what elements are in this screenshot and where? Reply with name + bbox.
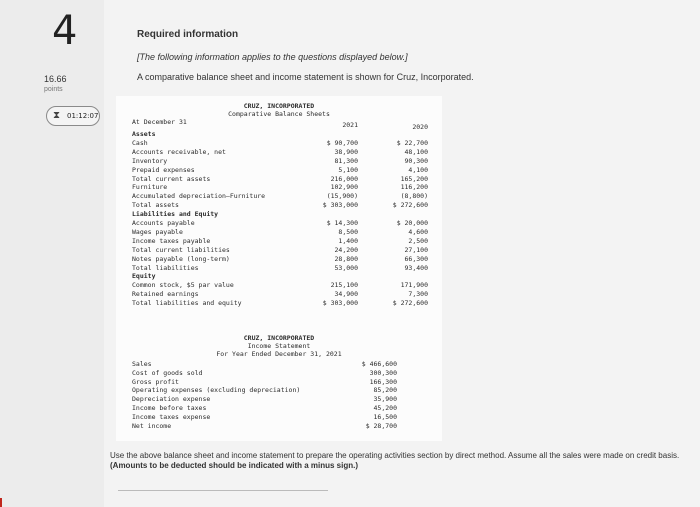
bs-row-label: Total current liabilities (132, 245, 230, 254)
bs-row-2020: 90,300 (404, 156, 428, 165)
bs-row-2020: 116,200 (400, 183, 428, 192)
bs-row-label: Total assets (132, 201, 179, 210)
bs-row-2021: 53,000 (334, 263, 358, 272)
bs-row-2021: 216,000 (330, 174, 358, 183)
bs-year2: 2020 (412, 123, 428, 131)
bs-row-label: Accumulated depreciation—Furniture (132, 192, 266, 201)
is-title: Income Statement (247, 342, 311, 350)
required-info-title: Required information (137, 29, 239, 40)
bs-row (116, 290, 442, 298)
bs-row-2021: 215,100 (330, 281, 358, 290)
bs-row-label: Prepaid expenses (132, 165, 195, 174)
bs-row-label: Cash (132, 138, 148, 147)
bs-row-2021: 8,500 (338, 227, 358, 236)
bs-row-2021: 5,100 (338, 165, 358, 174)
is-row-label: Cost of goods sold (132, 368, 203, 377)
bs-row (116, 175, 442, 183)
question-sidebar (0, 0, 104, 507)
bs-row (116, 281, 442, 289)
is-row (116, 413, 442, 421)
bs-row-label: Total liabilities (132, 263, 199, 272)
bs-year1: 2021 (342, 121, 358, 129)
instructions-text: Use the above balance sheet and income statement to prepare the operating activities section by direct method. Assume all the sales were made on credit basis. (110, 451, 680, 460)
bs-row (116, 201, 442, 209)
bs-row (116, 148, 442, 156)
is-row-value: 300,300 (369, 368, 397, 377)
points-label: points (44, 86, 63, 93)
bs-row-label: Common stock, $5 par value (132, 281, 234, 290)
bs-row (116, 219, 442, 227)
bs-row (116, 272, 442, 280)
bs-row-label: Inventory (132, 156, 168, 165)
is-company: CRUZ, INCORPORATED (243, 334, 315, 342)
bs-row-label: Accounts receivable, net (132, 147, 226, 156)
bs-row-label: Retained earnings (132, 290, 199, 299)
bs-row (116, 139, 442, 147)
bs-row (116, 237, 442, 245)
is-row-value: 85,200 (373, 386, 397, 395)
bs-row-label: Furniture (132, 183, 168, 192)
bs-row-2021: 81,300 (334, 156, 358, 165)
left-accent (0, 498, 2, 507)
bs-row-label: Total current assets (132, 174, 211, 183)
bs-row-2021: $ 90,700 (326, 138, 358, 147)
bs-row (116, 157, 442, 165)
bs-row-2020: 171,900 (400, 281, 428, 290)
is-row (116, 360, 442, 368)
points-value: 16.66 (44, 74, 67, 84)
financial-statements-image (116, 96, 442, 441)
is-row-value: 35,900 (373, 395, 397, 404)
bs-row-label: Income taxes payable (132, 236, 211, 245)
is-row (116, 369, 442, 377)
bs-company: CRUZ, INCORPORATED (243, 102, 315, 110)
bs-row-label: Equity (132, 272, 156, 281)
timer-badge[interactable] (46, 106, 100, 126)
bs-row (116, 255, 442, 263)
bs-row-label: Accounts payable (132, 219, 195, 227)
bs-row-2021: 34,900 (334, 290, 358, 299)
bs-row-2020: 7,300 (408, 290, 428, 299)
bs-row-2021: $ 14,300 (326, 219, 358, 227)
is-row-label: Sales (132, 360, 152, 368)
is-row-label: Income taxes expense (132, 412, 211, 421)
is-row-label: Net income (132, 421, 172, 430)
bs-row-2020: $ 272,600 (392, 201, 428, 210)
is-period: For Year Ended December 31, 2021 (216, 350, 342, 358)
bs-row-2021: 102,900 (330, 183, 358, 192)
is-row (116, 386, 442, 394)
instructions (110, 451, 690, 471)
is-row (116, 395, 442, 403)
is-row-label: Depreciation expense (132, 395, 211, 404)
bs-row-2021: $ 303,000 (322, 299, 358, 308)
bs-row-label: Total liabilities and equity (132, 299, 242, 308)
is-row-label: Income before taxes (132, 404, 207, 412)
timer-value: 01:12:07 (67, 112, 99, 120)
bs-title: Comparative Balance Sheets (228, 110, 330, 118)
bs-row-2020: $ 272,600 (392, 299, 428, 308)
required-info-description: A comparative balance sheet and income statement is shown for Cruz, Incorporated. (137, 72, 474, 82)
is-row-value: 166,300 (369, 377, 397, 386)
bs-row (116, 228, 442, 236)
bs-row-2020: 27,100 (404, 245, 428, 254)
answer-area-divider (118, 490, 328, 491)
bs-row-label: Notes payable (long-term) (132, 254, 230, 263)
bs-row (116, 210, 442, 218)
bs-row-2020: (8,800) (400, 192, 428, 201)
bs-row-2021: (15,900) (326, 192, 358, 201)
bs-row-2020: 165,200 (400, 174, 428, 183)
bs-row (116, 299, 442, 307)
bs-row-2021: $ 303,000 (322, 201, 358, 210)
bs-row-2021: 1,400 (338, 236, 358, 245)
is-row-label: Operating expenses (excluding depreciation) (132, 386, 301, 395)
bs-row-label: Liabilities and Equity (132, 210, 219, 219)
question-content (104, 0, 700, 507)
bs-row-2020: $ 20,000 (396, 219, 428, 227)
bs-row-label: Assets (132, 130, 156, 138)
bs-row (116, 130, 442, 138)
points-display (44, 74, 67, 93)
is-row-value: 45,200 (373, 404, 397, 412)
bs-row (116, 246, 442, 254)
bs-row (116, 183, 442, 191)
bs-row-2020: 66,300 (404, 254, 428, 263)
bs-row-2021: 24,200 (334, 245, 358, 254)
bs-row-2020: 2,500 (408, 236, 428, 245)
bs-row (116, 166, 442, 174)
question-number: 4 (52, 8, 78, 54)
bs-row (116, 264, 442, 272)
is-row-value: $ 466,600 (361, 360, 397, 368)
bs-row-2020: 93,400 (404, 263, 428, 272)
bs-at-label: At December 31 (132, 118, 187, 126)
bs-row-2020: $ 22,700 (396, 138, 428, 147)
bs-row-2020: 4,100 (408, 165, 428, 174)
bs-row-2021: 38,900 (334, 147, 358, 156)
hourglass-icon: ⧗ (53, 110, 61, 121)
required-info-note: [The following information applies to the questions displayed below.] (137, 52, 408, 62)
instructions-bold: (Amounts to be deducted should be indicated with a minus sign.) (110, 461, 359, 470)
is-row-label: Gross profit (132, 377, 179, 386)
bs-row-2020: 48,100 (404, 147, 428, 156)
is-row (116, 404, 442, 412)
is-row (116, 378, 442, 386)
bs-row-label: Wages payable (132, 227, 183, 236)
bs-row (116, 192, 442, 200)
is-row (116, 422, 442, 430)
is-row-value: 16,500 (373, 412, 397, 421)
bs-row-2020: 4,600 (408, 227, 428, 236)
is-row-value: $ 28,700 (365, 421, 397, 430)
bs-row-2021: 28,800 (334, 254, 358, 263)
